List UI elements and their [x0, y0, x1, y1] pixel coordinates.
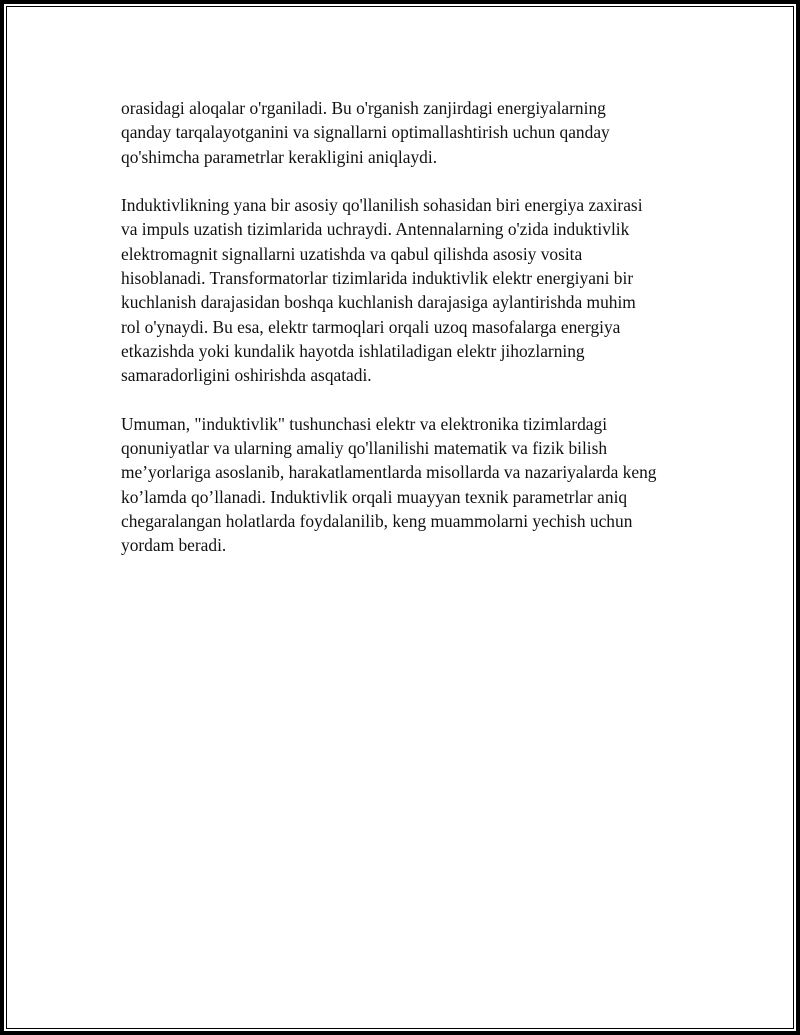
paragraph-3 — [121, 412, 701, 558]
text-line: me’yorlariga asoslanib, harakatlamentlarda misollarda va nazariyalarda keng — [121, 462, 657, 483]
text-line: Induktivlikning yana bir asosiy qo'llanilish sohasidan biri energiya zaxirasi — [121, 195, 643, 216]
paragraph-2 — [121, 193, 701, 387]
text-line: qanday tarqalayotganini va signallarni optimallashtirish uchun qanday — [121, 122, 610, 143]
text-line: ko’lamda qo’llanadi. Induktivlik orqali muayyan texnik parametrlar aniq — [121, 486, 628, 507]
text-line: kuchlanish darajasidan boshqa kuchlanish darajasiga aylantirishda muhim — [121, 292, 636, 313]
text-line: hisoblanadi. Transformatorlar tizimlarida induktivlik elektr energiyani bir — [121, 268, 634, 289]
text-line: rol o'ynaydi. Bu esa, elektr tarmoqlari orqali uzoq masofalarga energiya — [121, 316, 621, 337]
text-line: orasidagi aloqalar o'rganiladi. Bu o'rganish zanjirdagi energiyalarning — [121, 98, 606, 118]
text-line: etkazishda yoki kundalik hayotda ishlatiladigan elektr jihozlarning — [121, 340, 585, 361]
document-body — [121, 96, 701, 558]
text-line: qonuniyatlar va ularning amaliy qo'llanilishi matematik va fizik bilish — [121, 438, 608, 459]
text-line: chegaralangan holatlarda foydalanilib, keng muammolarni yechish uchun — [121, 511, 633, 532]
paragraph-spacer — [121, 388, 701, 412]
text-line: samaradorligini oshirishda asqatadi. — [121, 365, 372, 386]
text-line: yordam beradi. — [121, 535, 227, 556]
paragraph-spacer — [121, 169, 701, 193]
text-line: va impuls uzatish tizimlarida uchraydi. Antennalarning o'zida induktivlik — [121, 219, 630, 240]
text-line: qo'shimcha parametrlar kerakligini aniqlaydi. — [121, 146, 438, 167]
paragraph-1 — [121, 96, 701, 169]
text-line: elektromagnit signallarni uzatishda va qabul qilishda asosiy vosita — [121, 243, 583, 264]
text-line: Umuman, "induktivlik" tushunchasi elektr va elektronika tizimlardagi — [121, 413, 608, 434]
